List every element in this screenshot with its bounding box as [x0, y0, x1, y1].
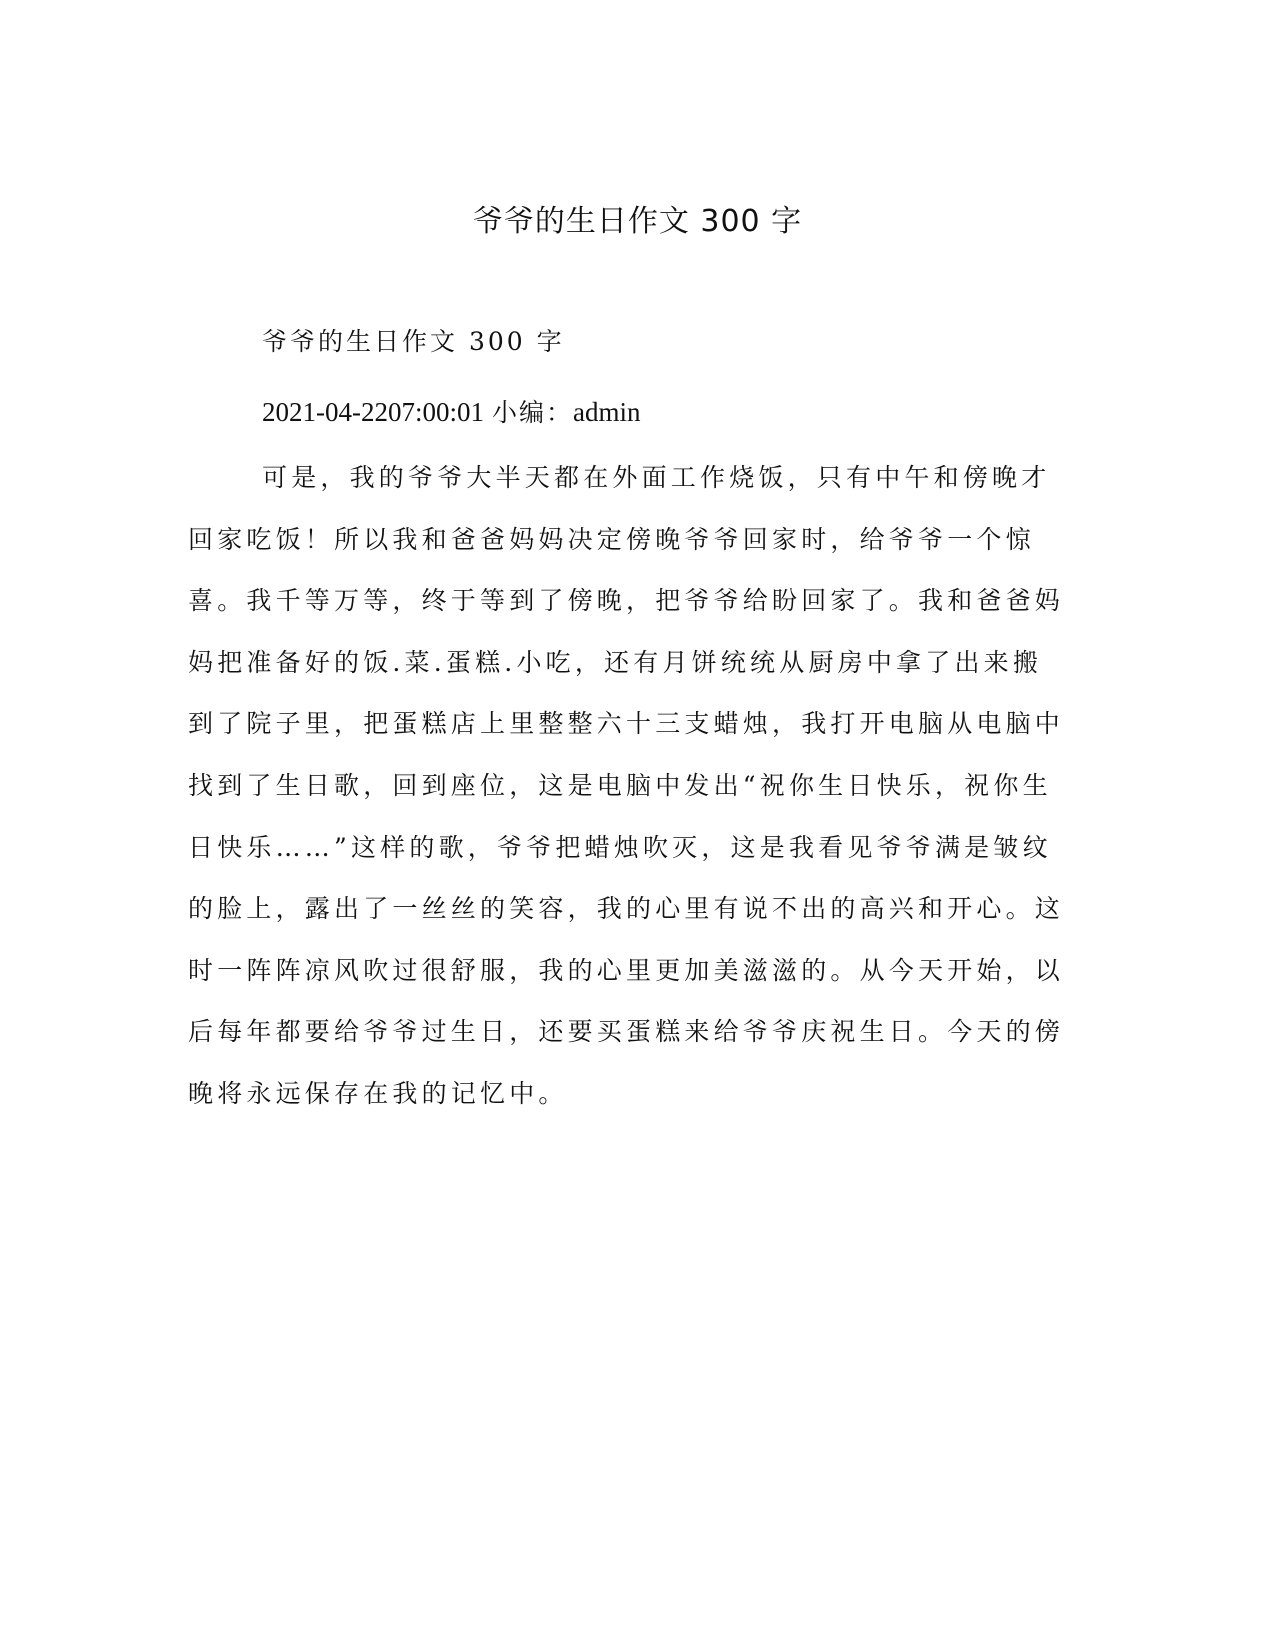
- article-subtitle: 爷爷的生日作文 300 字: [262, 327, 565, 356]
- publish-date: 2021-04-2207:00:01: [262, 397, 484, 427]
- article-meta: [188, 392, 1068, 433]
- article-paragraph: 可是，我的爷爷大半天都在外面工作烧饭，只有中午和傍晚才回家吃饭！所以我和爸爸妈妈决定傍晚爷爷回家时，给爷爷一个惊喜。我千等万等，终于等到了傍晚，把爷爷给盼回家了。我和爸爸妈妈把准备好的饭.菜.蛋糕.小吃，还有月饼统统从厨房中拿了出来搬到了院子里，把蛋糕店上里整整六十三支蜡烛，我打开电脑从电脑中找到了生日歌，回到座位，这是电脑中发出“祝你生日快乐，祝你生日快乐……”这样的歌，爷爷把蜡烛吹灭，这是我看见爷爷满是皱纹的脸上，露出了一丝丝的笑容，我的心里有说不出的高兴和开心。这时一阵阵凉风吹过很舒服，我的心里更加美滋滋的。从今天开始，以后每年都要给爷爷过生日，还要买蛋糕来给爷爷庆祝生日。今天的傍晚将永远保存在我的记忆中。: [188, 463, 1065, 1108]
- editor-name: admin: [572, 397, 641, 427]
- document-title: 爷爷的生日作文 300 字: [472, 204, 803, 239]
- editor-label: 小编：: [491, 398, 573, 427]
